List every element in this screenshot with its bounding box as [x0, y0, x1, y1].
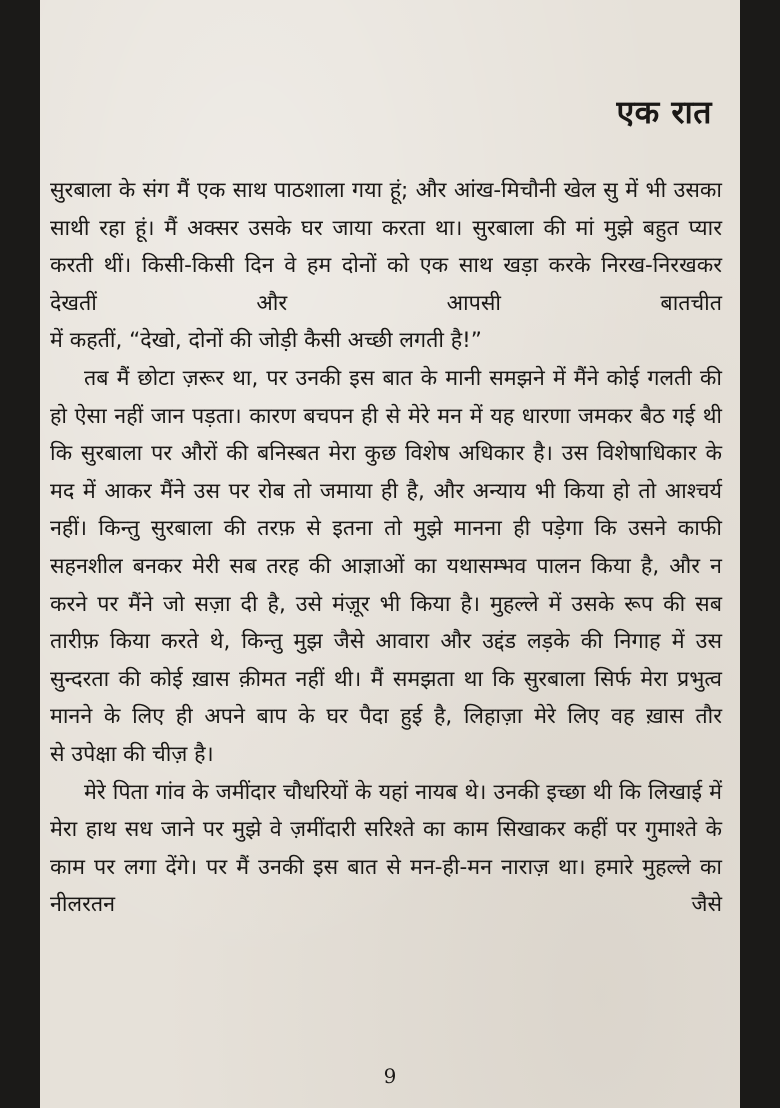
paragraph-1 [50, 172, 722, 360]
chapter-title: एक रात [616, 93, 712, 131]
page-number: 9 [383, 1064, 397, 1088]
paragraph-2-text: तब मैं छोटा ज़रूर था, पर उनकी इस बात के मानी समझने में मैंने कोई गलती की हो ऐसा नहीं जान पड़ता। कारण बचपन ही से मेरे मन में यह धारणा जमकर बैठ गई थी कि सुरबाला पर औरों की बनिस्बत मेरा कुछ विशेष अधिकार है। उस विशेषाधिकार के मद में आकर मैंने उस पर रोब तो जमाया ही है, और अन्याय भी किया हो तो आश्चर्य नहीं। किन्तु सुरबाला की तरफ़ से इतना तो मुझे मानना ही पड़ेगा कि उसने काफी सहनशील बनकर मेरी सब तरह की आज्ञाओं का यथासम्भव पालन किया है, और न करने पर मैंने जो सज़ा दी है, उसे मंज़ूर भी किया है। मुहल्ले में उसके रूप की सब तारीफ़ किया करते थे, किन्तु मुझ जैसे आवारा और उद्दंड लड़के की निगाह में उस सुन्दरता की कोई ख़ास क़ीमत नहीं थी। मैं समझता था कि सुरबाला सिर्फ मेरा प्रभुत्व मानने के लिए ही अपने बाप के घर पैदा हुई है, लिहाज़ा मेरे लिए वह ख़ास तौर [50, 365, 722, 730]
body-text [50, 172, 722, 924]
paragraph-3-text: मेरे पिता गांव के जमींदार चौधरियों के यहां नायब थे। उनकी इच्छा थी कि लिखाई में मेरा हाथ सध जाने पर मुझे वे ज़मींदारी सरिश्ते का काम सिखाकर कहीं पर गुमाश्ते के काम पर लगा देंगे। पर मैं उनकी इस बात से मन-ही-मन नाराज़ था। हमारे मुहल्ले का नीलरतन जैसे [50, 779, 722, 918]
paragraph-2 [50, 360, 722, 774]
paragraph-2-last-line: से उपेक्षा की चीज़ है। [50, 741, 214, 767]
paragraph-1-last-line: में कहतीं, “देखो, दोनों की जोड़ी कैसी अच्छी लगती है!” [50, 328, 482, 354]
paragraph-1-text: सुरबाला के संग मैं एक साथ पाठशाला गया हूं; और आंख-मिचौनी खेल सु में भी उसका साथी रहा हूं। मैं अक्सर उसके घर जाया करता था। सुरबाला की मां मुझे बहुत प्यार करती थीं। किसी-किसी दिन वे हम दोनों को एक साथ खड़ा करके निरख-निरखकर देखतीं और आपसी बातचीत [50, 178, 722, 316]
paragraph-3 [50, 774, 722, 924]
book-page [40, 0, 740, 1108]
